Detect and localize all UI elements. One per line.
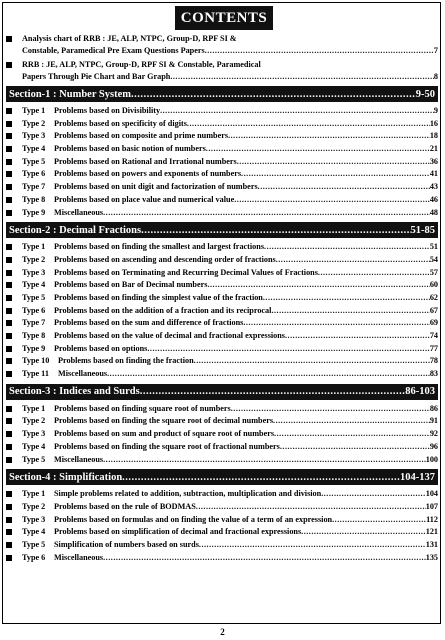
square-bullet-icon (6, 457, 12, 463)
item-title: Simple problems related to addition, subtraction, multiplication and division (54, 489, 322, 499)
intro-line: Constable, Paramedical Pre Exam Questions Papers (22, 46, 205, 55)
page-ref: 74 (429, 331, 438, 340)
type-label: Type 5 (22, 292, 46, 302)
dot-leader (205, 45, 434, 57)
page-number: 2 (220, 627, 225, 637)
item-title: Problems based on finding the smallest and largest fractions (54, 242, 265, 252)
type-label: Type 8 (22, 194, 46, 204)
square-bullet-icon (6, 282, 12, 288)
type-label: Type 4 (22, 280, 46, 290)
square-bullet-icon (6, 257, 12, 263)
toc-item[interactable] (6, 207, 438, 220)
section-pages: 9-50 (415, 88, 435, 100)
square-bullet-icon (6, 308, 12, 314)
toc-item[interactable] (6, 254, 438, 267)
type-label: Type 1 (22, 242, 46, 252)
type-label: Type 3 (22, 429, 46, 439)
toc-item[interactable] (6, 241, 438, 254)
type-label: Type 5 (22, 454, 46, 464)
section-title: Section-3 : Indices and Surds (9, 386, 140, 398)
section-pages: 104-137 (400, 471, 435, 483)
toc-item[interactable] (6, 454, 438, 467)
square-bullet-icon (6, 121, 12, 127)
toc-item[interactable] (6, 368, 438, 381)
dot-leader (258, 181, 430, 194)
item-title: Miscellaneous (54, 207, 104, 217)
dot-leader (160, 105, 434, 118)
toc-item[interactable] (6, 539, 438, 552)
item-title: Problems based on options (54, 343, 148, 353)
dot-leader (196, 501, 426, 514)
toc-item[interactable] (6, 501, 438, 514)
section-header[interactable] (6, 86, 438, 102)
page-ref: 41 (429, 169, 438, 179)
square-bullet-icon (6, 491, 12, 497)
square-bullet-icon (6, 517, 12, 523)
type-label: Type 1 (22, 106, 46, 115)
item-title: Problems based on ascending and descending order of fractions (54, 254, 276, 264)
dot-leader (141, 225, 410, 236)
page-ref: 9 (433, 106, 438, 115)
section-header[interactable] (6, 469, 438, 485)
square-bullet-icon (6, 270, 12, 276)
dot-leader (243, 317, 429, 330)
type-label: Type 1 (22, 489, 46, 499)
type-label: Type 11 (22, 369, 49, 379)
dot-leader (264, 241, 430, 254)
toc-item[interactable] (6, 292, 438, 305)
item-title: Miscellaneous (54, 454, 104, 464)
page-ref: 48 (429, 207, 438, 217)
page-ref: 51 (429, 242, 438, 252)
type-label: Type 5 (22, 539, 46, 549)
square-bullet-icon (6, 171, 12, 177)
intro-line: Analysis chart of RRB : JE, ALP, NTPC, Group-D, RPF SI & (22, 34, 237, 43)
dot-leader (280, 441, 430, 454)
square-bullet-icon (6, 371, 12, 377)
square-bullet-icon (6, 108, 12, 114)
toc-item[interactable] (6, 194, 438, 207)
type-label: Type 2 (22, 416, 46, 426)
page-ref: 69 (429, 318, 438, 328)
contents-list (6, 33, 438, 564)
page-ref: 121 (425, 527, 438, 537)
square-bullet-icon (6, 346, 12, 352)
page-ref: 7 (433, 46, 438, 55)
page-ref: 54 (429, 254, 438, 264)
item-title: Problems based on finding the square root of decimal numbers (54, 416, 274, 426)
square-bullet-icon (6, 542, 12, 548)
dot-leader (103, 552, 426, 565)
square-bullet-icon (6, 62, 12, 68)
page-ref: 36 (429, 156, 438, 166)
dot-leader (199, 539, 426, 552)
toc-item[interactable] (6, 428, 438, 441)
type-label: Type 1 (22, 403, 46, 413)
toc-item[interactable] (6, 279, 438, 292)
item-title: Problems based on simplification of decimal and fractional expressions (54, 527, 302, 537)
type-label: Type 10 (22, 356, 50, 366)
toc-item[interactable] (6, 343, 438, 356)
toc-item[interactable] (6, 330, 438, 343)
toc-item[interactable] (6, 156, 438, 169)
section-pages: 51-85 (410, 224, 435, 236)
page-ref: 131 (425, 539, 438, 549)
type-label: Type 6 (22, 552, 46, 562)
item-title: Problems based on Bar of Decimal numbers (54, 280, 208, 290)
dot-leader (273, 415, 430, 428)
section-title: Section-2 : Decimal Fractions (9, 224, 142, 236)
page-ref: 18 (429, 131, 438, 141)
toc-item[interactable] (6, 168, 438, 181)
toc-item[interactable] (6, 317, 438, 330)
type-label: Type 4 (22, 144, 46, 154)
square-bullet-icon (6, 320, 12, 326)
toc-item[interactable] (6, 105, 438, 118)
toc-item[interactable] (6, 526, 438, 539)
item-title: Problems based on Divisibility (54, 106, 161, 115)
toc-item[interactable] (6, 130, 438, 143)
dot-leader (147, 343, 429, 356)
type-label: Type 7 (22, 182, 46, 192)
dot-leader (301, 526, 426, 539)
square-bullet-icon (6, 529, 12, 535)
toc-item[interactable] (6, 488, 438, 501)
item-title: Miscellaneous (54, 552, 104, 562)
square-bullet-icon (6, 504, 12, 510)
dot-leader (103, 454, 426, 467)
dot-leader (122, 472, 400, 483)
dot-leader (237, 156, 430, 169)
toc-item[interactable] (6, 118, 438, 131)
item-title: Problems based on composite and prime numbers (54, 131, 229, 141)
item-title: Problems based on the value of decimal and fractional expressions (54, 331, 285, 340)
type-label: Type 3 (22, 267, 46, 277)
type-label: Type 5 (22, 156, 46, 166)
item-title: Problems based on powers and exponents of numbers (54, 169, 242, 179)
square-bullet-icon (6, 444, 12, 450)
page-ref: 57 (429, 267, 438, 277)
dot-leader (321, 488, 426, 501)
toc-item[interactable] (6, 441, 438, 454)
intro-entry[interactable] (6, 59, 438, 83)
page-title: CONTENTS (175, 6, 273, 30)
item-title: Problems based on sum and product of square root of numbers (54, 429, 275, 439)
toc-item[interactable] (6, 267, 438, 280)
type-label: Type 9 (22, 207, 46, 217)
square-bullet-icon (6, 146, 12, 152)
square-bullet-icon (6, 159, 12, 165)
dot-leader (140, 386, 406, 397)
section-header[interactable] (6, 384, 438, 400)
type-label: Type 4 (22, 527, 46, 537)
dot-leader (234, 194, 430, 207)
page-ref: 77 (429, 343, 438, 353)
square-bullet-icon (6, 418, 12, 424)
square-bullet-icon (6, 295, 12, 301)
page-ref: 46 (429, 194, 438, 204)
toc-item[interactable] (6, 514, 438, 527)
dot-leader (131, 89, 416, 100)
item-title: Problems based on the rule of BODMAS (54, 501, 196, 511)
page-ref: 16 (429, 118, 438, 128)
page-ref: 67 (429, 305, 438, 315)
toc-item[interactable] (6, 181, 438, 194)
type-label: Type 2 (22, 254, 46, 264)
square-bullet-icon (6, 244, 12, 250)
toc-item[interactable] (6, 305, 438, 318)
toc-item[interactable] (6, 552, 438, 565)
dot-leader (228, 130, 430, 143)
toc-item[interactable] (6, 143, 438, 156)
type-label: Type 8 (22, 331, 46, 340)
item-title: Problems based on the addition of a fraction and its reciprocal (54, 305, 272, 315)
dot-leader (285, 330, 430, 343)
page-ref: 8 (433, 72, 438, 81)
square-bullet-icon (6, 197, 12, 203)
page-ref: 78 (429, 356, 438, 366)
intro-line: RRB : JE, ALP, NTPC, Group-D, RPF SI & Constable, Paramedical (22, 60, 261, 69)
square-bullet-icon (6, 431, 12, 437)
item-title: Problems based on unit digit and factorization of numbers (54, 182, 258, 192)
dot-leader (318, 267, 430, 280)
type-label: Type 7 (22, 318, 46, 328)
square-bullet-icon (6, 184, 12, 190)
page-ref: 62 (429, 292, 438, 302)
type-label: Type 3 (22, 514, 46, 524)
item-title: Problems based on formulas and on finding the value of a term of an expression (54, 514, 333, 524)
square-bullet-icon (6, 333, 12, 339)
dot-leader (194, 355, 430, 368)
dot-leader (103, 207, 430, 220)
dot-leader (274, 428, 430, 441)
item-title: Problems based on specificity of digits (54, 118, 187, 128)
dot-leader (187, 118, 430, 131)
section-header[interactable] (6, 222, 438, 238)
square-bullet-icon (6, 133, 12, 139)
item-title: Simplification of numbers based on surds (54, 539, 199, 549)
dot-leader (332, 514, 426, 527)
item-title: Problems based on finding the fraction (58, 356, 194, 366)
intro-line: Papers Through Pie Chart and Bar Graph (22, 72, 171, 81)
item-title: Problems based on Rational and Irrational numbers (54, 156, 237, 166)
dot-leader (206, 143, 430, 156)
page-ref: 107 (425, 501, 438, 511)
page-ref: 86 (429, 403, 438, 413)
page-ref: 83 (429, 369, 438, 379)
type-label: Type 2 (22, 501, 46, 511)
item-title: Problems based on finding the square root of fractional numbers (54, 441, 280, 451)
dot-leader (271, 305, 429, 318)
square-bullet-icon (6, 555, 12, 561)
page-ref: 21 (429, 144, 438, 154)
page-ref: 96 (429, 441, 438, 451)
dot-leader (231, 403, 430, 416)
page-ref: 112 (426, 514, 438, 524)
dot-leader (207, 279, 429, 292)
dot-leader (276, 254, 430, 267)
dot-leader (263, 292, 430, 305)
type-label: Type 6 (22, 305, 46, 315)
item-title: Problems based on finding square root of numbers (54, 403, 231, 413)
intro-entry[interactable] (6, 33, 438, 57)
section-title: Section-1 : Number System (9, 88, 132, 100)
page-ref: 43 (429, 182, 438, 192)
type-label: Type 9 (22, 343, 46, 353)
item-title: Problems based on the sum and difference of fractions (54, 318, 244, 328)
type-label: Type 6 (22, 169, 46, 179)
type-label: Type 4 (22, 441, 46, 451)
type-label: Type 2 (22, 118, 46, 128)
square-bullet-icon (6, 406, 12, 412)
item-title: Problems based on finding the simplest value of the fraction (54, 292, 263, 302)
item-title: Miscellaneous (58, 369, 108, 379)
page-ref: 104 (425, 489, 438, 499)
toc-item[interactable] (6, 403, 438, 416)
square-bullet-icon (6, 358, 12, 364)
type-label: Type 3 (22, 131, 46, 141)
dot-leader (107, 368, 430, 381)
item-title: Problems based on basic notion of numbers (54, 144, 206, 154)
page-ref: 100 (425, 454, 438, 464)
dot-leader (170, 71, 434, 83)
square-bullet-icon (6, 36, 12, 42)
section-title: Section-4 : Simplification (9, 471, 123, 483)
section-pages: 86-103 (405, 386, 435, 398)
page-ref: 60 (429, 280, 438, 290)
page-ref: 135 (425, 552, 438, 562)
dot-leader (241, 168, 430, 181)
square-bullet-icon (6, 210, 12, 216)
page-ref: 91 (429, 416, 438, 426)
page-ref: 92 (429, 429, 438, 439)
toc-item[interactable] (6, 355, 438, 368)
toc-item[interactable] (6, 415, 438, 428)
item-title: Problems based on Terminating and Recurring Decimal Values of Fractions (54, 267, 318, 277)
item-title: Problems based on place value and numerical value (54, 194, 235, 204)
